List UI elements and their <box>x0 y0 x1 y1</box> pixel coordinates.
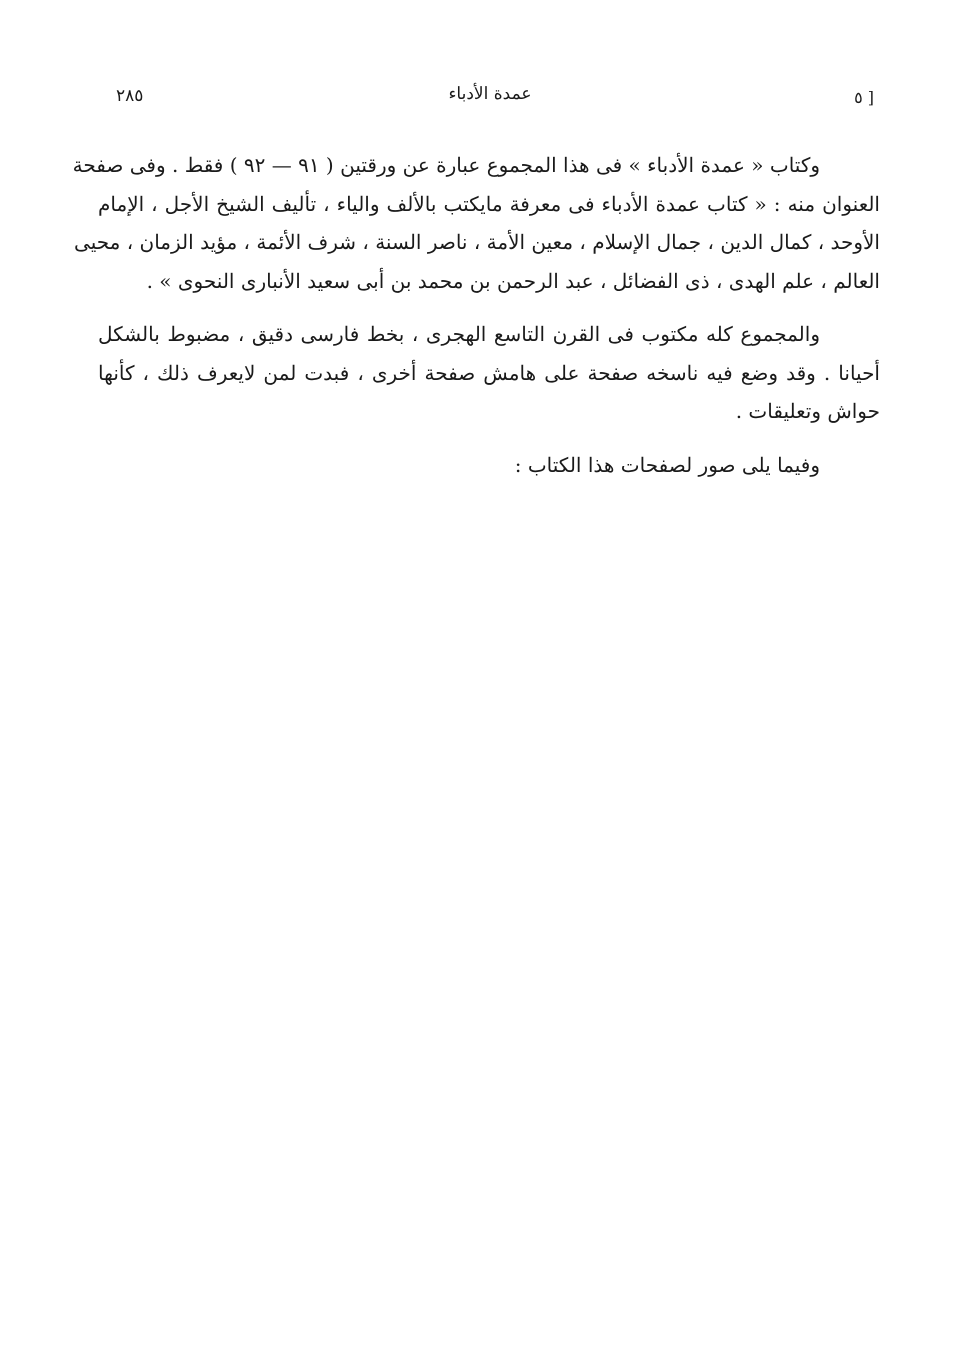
paragraph-script-description <box>98 315 880 431</box>
text-line: حواش وتعليقات . <box>735 399 880 423</box>
body-text <box>72 146 880 484</box>
text-line: أحيانا . وقد وضع فيه ناسخه صفحة على هامش صفحة أخرى ، فبدت لمن لايعرف ذلك ، كأنها <box>98 360 880 385</box>
text-line: العالم ، علم الهدى ، ذى الفضائل ، عبد الرحمن بن محمد بن أبى سعيد الأنبارى النحوى » . <box>146 268 880 293</box>
text-line: وفيما يلى صور لصفحات هذا الكتاب : <box>514 452 820 477</box>
section-mark: [ ٥ <box>854 88 874 107</box>
text-line: وكتاب « عمدة الأدباء » فى هذا المجموع عبارة عن ورقتين ( ٩١ — ٩٢ ) فقط . وفى صفحة <box>72 153 820 177</box>
paragraph-plates-intro <box>98 446 880 485</box>
page-number: ٢٨٥ <box>116 86 144 106</box>
paragraph-gap <box>98 300 880 315</box>
text-line: والمجموع كله مكتوب فى القرن التاسع الهجرى ، بخط فارسى دقيق ، مضبوط بالشكل <box>98 322 820 346</box>
text-line: الأوحد ، كمال الدين ، جمال الإسلام ، معين الأمة ، ناصر السنة ، شرف الأئمة ، مؤيد الزمان ، محيى <box>74 230 880 254</box>
paragraph-gap <box>98 431 880 446</box>
text-line: العنوان منه : « كتاب عمدة الأدباء فى معرفة مايكتب بالألف والياء ، تأليف الشيخ الأجل ، الإمام <box>98 191 880 216</box>
page-header <box>100 84 880 114</box>
running-title: عمدة الأدباء <box>448 84 532 104</box>
paragraph-manuscript-description <box>72 146 880 300</box>
